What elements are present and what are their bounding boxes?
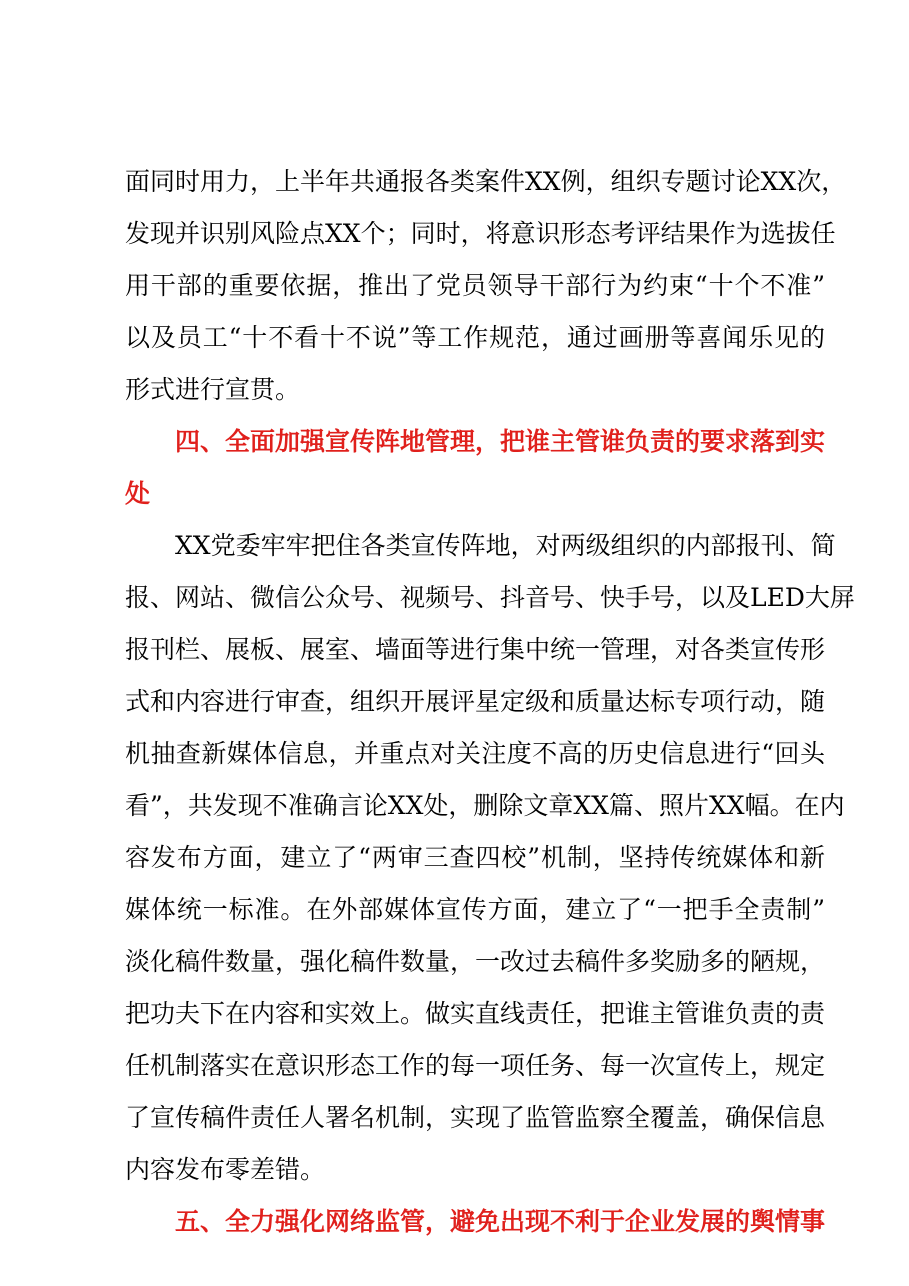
text-line: 发现并识别风险点XX个；同时，将意识形态考评结果作为选拔任 <box>125 219 836 248</box>
text-line: 形式进行宣贯。 <box>125 375 301 404</box>
text-line: 媒体统一标准。在外部媒体宣传方面，建立了“一把手全责制” <box>125 895 825 924</box>
text-line: 了宣传稿件责任人署名机制，实现了监管监察全覆盖，确保信息 <box>125 1103 826 1132</box>
heading-section5 <box>125 1196 825 1248</box>
text-line: 以及员工“十不看十不说”等工作规范，通过画册等喜闻乐见的 <box>125 323 825 352</box>
text-line: 报刊栏、展板、展室、墙面等进行集中统一管理，对各类宣传形 <box>125 635 826 664</box>
text-line: XX党委牢牢把住各类宣传阵地，对两级组织的内部报刊、简 <box>175 531 836 560</box>
document-body <box>125 156 855 1248</box>
text-line: 面同时用力，上半年共通报各类案件XX例，组织专题讨论XX次， <box>125 167 847 196</box>
text-line: 容发布方面，建立了“两审三查四校”机制，坚持传统媒体和新 <box>125 843 825 872</box>
text-line: 式和内容进行审查，组织开展评星定级和质量达标专项行动，随 <box>125 687 826 716</box>
text-line: 淡化稿件数量，强化稿件数量，一改过去稿件多奖励多的陋规， <box>125 947 826 976</box>
heading-line: 五、全力强化网络监管，避免出现不利于企业发展的舆情事 <box>175 1207 826 1236</box>
text-line: 用干部的重要依据，推出了党员领导干部行为约束“十个不准” <box>125 271 825 300</box>
text-line: 把功夫下在内容和实效上。做实直线责任，把谁主管谁负责的责 <box>125 999 826 1028</box>
text-line: 任机制落实在意识形态工作的每一项任务、每一次宣传上，规定 <box>125 1051 826 1080</box>
text-line: 看”，共发现不准确言论XX处，删除文章XX篇、照片XX幅。在内 <box>125 791 845 820</box>
text-line: 内容发布零差错。 <box>125 1155 326 1184</box>
paragraph-section3-continuation <box>125 156 847 416</box>
heading-section4 <box>125 416 825 520</box>
paragraph-section4 <box>125 520 855 1196</box>
heading-line: 处 <box>125 479 151 508</box>
text-line: 报、网站、微信公众号、视频号、抖音号、快手号，以及LED大屏 <box>125 583 855 612</box>
heading-line: 四、全面加强宣传阵地管理，把谁主管谁负责的要求落到实 <box>175 427 826 456</box>
text-line: 机抽查新媒体信息，并重点对关注度不高的历史信息进行“回头 <box>125 739 825 768</box>
